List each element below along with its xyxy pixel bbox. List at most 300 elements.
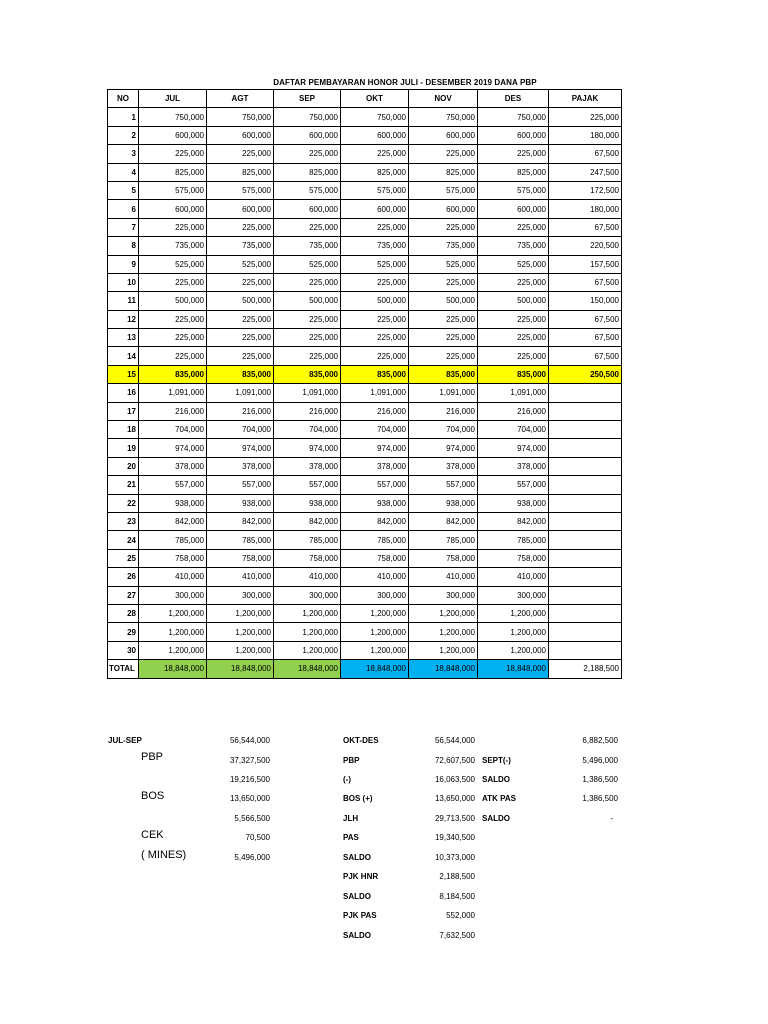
amount-cell: 225,000: [274, 273, 341, 291]
table-row: [108, 347, 622, 365]
summary-left-value: 5,496,000: [234, 853, 270, 862]
table-row: [108, 237, 622, 255]
table-row: [108, 549, 622, 567]
amount-cell: [549, 476, 622, 494]
amount-cell: 225,000: [207, 310, 274, 328]
summary-right-value: 1,386,500: [582, 775, 618, 784]
amount-cell: 172,500: [549, 181, 622, 199]
amount-cell: 1,200,000: [207, 604, 274, 622]
amount-cell: 1,200,000: [478, 641, 549, 659]
amount-cell: 150,000: [549, 292, 622, 310]
row-number-cell: 11: [108, 292, 139, 310]
row-number-cell: 22: [108, 494, 139, 512]
amount-cell: 974,000: [274, 439, 341, 457]
amount-cell: 1,200,000: [341, 623, 409, 641]
amount-cell: 600,000: [478, 126, 549, 144]
amount-cell: 225,000: [341, 347, 409, 365]
amount-cell: [549, 421, 622, 439]
amount-cell: 225,000: [478, 329, 549, 347]
amount-cell: 410,000: [139, 568, 207, 586]
amount-cell: 225,000: [274, 310, 341, 328]
summary-right-label: SALDO: [482, 814, 510, 823]
summary-mid-value: 7,632,500: [439, 931, 475, 940]
amount-cell: 974,000: [341, 439, 409, 457]
amount-cell: 67,500: [549, 347, 622, 365]
table-row: [108, 457, 622, 475]
amount-cell: 1,091,000: [207, 384, 274, 402]
amount-cell: 225,000: [478, 347, 549, 365]
row-number-cell: 17: [108, 402, 139, 420]
summary-mid-label: JLH: [343, 814, 359, 823]
total-label-cell: TOTAL: [108, 660, 139, 678]
amount-cell: 500,000: [274, 292, 341, 310]
summary-right-value: 1,386,500: [582, 794, 618, 803]
table-row: [108, 218, 622, 236]
total-cell: 18,848,000: [274, 660, 341, 678]
summary-mid-value: 16,063,500: [434, 775, 475, 784]
amount-cell: [549, 586, 622, 604]
amount-cell: 1,200,000: [478, 623, 549, 641]
amount-cell: 704,000: [478, 421, 549, 439]
summary-mid-value: 8,184,500: [439, 892, 475, 901]
amount-cell: 600,000: [341, 200, 409, 218]
summary-left-value: 70,500: [245, 833, 270, 842]
amount-cell: 938,000: [341, 494, 409, 512]
amount-cell: 410,000: [274, 568, 341, 586]
amount-cell: 600,000: [274, 200, 341, 218]
amount-cell: 410,000: [478, 568, 549, 586]
amount-cell: [549, 457, 622, 475]
col-header-pajak: PAJAK: [549, 90, 622, 108]
amount-cell: 225,000: [207, 145, 274, 163]
row-number-cell: 13: [108, 329, 139, 347]
amount-cell: 225,000: [341, 329, 409, 347]
amount-cell: 575,000: [139, 181, 207, 199]
amount-cell: 974,000: [207, 439, 274, 457]
amount-cell: 704,000: [139, 421, 207, 439]
summary-label-pbp: PBP: [141, 751, 164, 763]
summary-right-value: 5,496,000: [582, 756, 618, 765]
table-row: [108, 402, 622, 420]
summary-mid-value: 19,340,500: [434, 833, 475, 842]
summary-left-value: 37,327,500: [229, 756, 270, 765]
total-row: [108, 660, 622, 678]
amount-cell: 735,000: [409, 237, 478, 255]
amount-cell: 225,000: [139, 218, 207, 236]
summary-left-value: 19,216,500: [229, 775, 270, 784]
amount-cell: 575,000: [274, 181, 341, 199]
amount-cell: 938,000: [139, 494, 207, 512]
table-row: [108, 641, 622, 659]
row-number-cell: 27: [108, 586, 139, 604]
total-cell: 18,848,000: [341, 660, 409, 678]
amount-cell: [549, 402, 622, 420]
row-number-cell: 3: [108, 145, 139, 163]
amount-cell: 1,200,000: [207, 623, 274, 641]
summary-mid-value: 29,713,500: [434, 814, 475, 823]
amount-cell: 842,000: [478, 512, 549, 530]
amount-cell: [549, 512, 622, 530]
row-number-cell: 30: [108, 641, 139, 659]
amount-cell: 525,000: [207, 255, 274, 273]
amount-cell: 575,000: [207, 181, 274, 199]
row-number-cell: 1: [108, 108, 139, 126]
row-number-cell: 20: [108, 457, 139, 475]
amount-cell: 758,000: [274, 549, 341, 567]
amount-cell: 300,000: [478, 586, 549, 604]
amount-cell: 1,200,000: [341, 641, 409, 659]
table-row: [108, 200, 622, 218]
summary-label-jul-sep: JUL-SEP: [108, 736, 142, 745]
amount-cell: 1,200,000: [409, 641, 478, 659]
amount-cell: 225,000: [274, 218, 341, 236]
amount-cell: 225,000: [207, 347, 274, 365]
table-row: [108, 255, 622, 273]
table-row: [108, 292, 622, 310]
amount-cell: 225,000: [207, 273, 274, 291]
amount-cell: 785,000: [409, 531, 478, 549]
amount-cell: 500,000: [139, 292, 207, 310]
amount-cell: 225,000: [139, 347, 207, 365]
amount-cell: 1,091,000: [139, 384, 207, 402]
amount-cell: 758,000: [478, 549, 549, 567]
amount-cell: 300,000: [409, 586, 478, 604]
amount-cell: 938,000: [478, 494, 549, 512]
summary-mid-label: (-): [343, 775, 351, 784]
row-number-cell: 9: [108, 255, 139, 273]
amount-cell: 1,200,000: [139, 641, 207, 659]
amount-cell: 225,000: [409, 218, 478, 236]
summary-mid-value: 2,188,500: [439, 872, 475, 881]
amount-cell: 378,000: [341, 457, 409, 475]
amount-cell: 378,000: [139, 457, 207, 475]
amount-cell: 785,000: [139, 531, 207, 549]
table-row: [108, 126, 622, 144]
amount-cell: 825,000: [274, 163, 341, 181]
amount-cell: 500,000: [409, 292, 478, 310]
col-header-sep: SEP: [274, 90, 341, 108]
table-row: [108, 494, 622, 512]
amount-cell: 785,000: [478, 531, 549, 549]
amount-cell: 216,000: [274, 402, 341, 420]
amount-cell: 250,500: [549, 365, 622, 383]
row-number-cell: 26: [108, 568, 139, 586]
amount-cell: 835,000: [274, 365, 341, 383]
col-header-no: NO: [108, 90, 139, 108]
summary-mid-label: BOS (+): [343, 794, 373, 803]
amount-cell: 600,000: [274, 126, 341, 144]
table-row: [108, 329, 622, 347]
amount-cell: 300,000: [207, 586, 274, 604]
table-row: [108, 476, 622, 494]
amount-cell: 225,000: [409, 329, 478, 347]
amount-cell: 225,000: [478, 218, 549, 236]
amount-cell: 1,200,000: [478, 604, 549, 622]
row-number-cell: 24: [108, 531, 139, 549]
amount-cell: 842,000: [341, 512, 409, 530]
table-row: [108, 623, 622, 641]
amount-cell: 600,000: [409, 126, 478, 144]
table-row: [108, 365, 622, 383]
amount-cell: 825,000: [341, 163, 409, 181]
amount-cell: 1,200,000: [139, 604, 207, 622]
amount-cell: 67,500: [549, 273, 622, 291]
summary-mid-label: OKT-DES: [343, 736, 379, 745]
row-number-cell: 19: [108, 439, 139, 457]
amount-cell: 750,000: [341, 108, 409, 126]
amount-cell: 67,500: [549, 310, 622, 328]
amount-cell: [549, 531, 622, 549]
amount-cell: 704,000: [274, 421, 341, 439]
total-cell: 18,848,000: [409, 660, 478, 678]
amount-cell: [549, 439, 622, 457]
amount-cell: 216,000: [139, 402, 207, 420]
amount-cell: 67,500: [549, 329, 622, 347]
table-row: [108, 273, 622, 291]
amount-cell: 525,000: [478, 255, 549, 273]
amount-cell: 750,000: [409, 108, 478, 126]
row-number-cell: 5: [108, 181, 139, 199]
amount-cell: 600,000: [139, 126, 207, 144]
amount-cell: 600,000: [478, 200, 549, 218]
amount-cell: 1,200,000: [409, 623, 478, 641]
amount-cell: 180,000: [549, 200, 622, 218]
amount-cell: 1,091,000: [274, 384, 341, 402]
row-number-cell: 14: [108, 347, 139, 365]
amount-cell: 1,200,000: [409, 604, 478, 622]
amount-cell: 157,500: [549, 255, 622, 273]
amount-cell: 750,000: [207, 108, 274, 126]
amount-cell: 1,091,000: [341, 384, 409, 402]
table-header-row: [108, 90, 622, 108]
amount-cell: 220,500: [549, 237, 622, 255]
summary-left-value: 56,544,000: [229, 736, 270, 745]
honor-table: [107, 89, 622, 679]
amount-cell: 704,000: [409, 421, 478, 439]
amount-cell: 225,000: [274, 347, 341, 365]
row-number-cell: 7: [108, 218, 139, 236]
amount-cell: 835,000: [409, 365, 478, 383]
amount-cell: 938,000: [274, 494, 341, 512]
amount-cell: 974,000: [409, 439, 478, 457]
row-number-cell: 28: [108, 604, 139, 622]
summary-mid-label: SALDO: [343, 853, 371, 862]
amount-cell: 225,000: [341, 273, 409, 291]
amount-cell: 825,000: [139, 163, 207, 181]
amount-cell: 557,000: [409, 476, 478, 494]
amount-cell: 557,000: [341, 476, 409, 494]
summary-right-label: SALDO: [482, 775, 510, 784]
table-row: [108, 163, 622, 181]
col-header-jul: JUL: [139, 90, 207, 108]
amount-cell: 225,000: [139, 329, 207, 347]
summary-mid-value: 552,000: [446, 911, 475, 920]
summary-mid-value: 56,544,000: [434, 736, 475, 745]
row-number-cell: 18: [108, 421, 139, 439]
amount-cell: 225,000: [207, 329, 274, 347]
amount-cell: 410,000: [207, 568, 274, 586]
amount-cell: 1,200,000: [274, 604, 341, 622]
amount-cell: 247,500: [549, 163, 622, 181]
amount-cell: 67,500: [549, 145, 622, 163]
summary-mid-label: PBP: [343, 756, 360, 765]
table-row: [108, 145, 622, 163]
amount-cell: 735,000: [341, 237, 409, 255]
amount-cell: 67,500: [549, 218, 622, 236]
amount-cell: 225,000: [478, 145, 549, 163]
amount-cell: 735,000: [478, 237, 549, 255]
row-number-cell: 6: [108, 200, 139, 218]
amount-cell: 525,000: [409, 255, 478, 273]
amount-cell: 835,000: [341, 365, 409, 383]
row-number-cell: 10: [108, 273, 139, 291]
amount-cell: 758,000: [409, 549, 478, 567]
amount-cell: 735,000: [139, 237, 207, 255]
amount-cell: 758,000: [139, 549, 207, 567]
row-number-cell: 2: [108, 126, 139, 144]
document-title: DAFTAR PEMBAYARAN HONOR JULI - DESEMBER 2019 DANA PBP: [273, 78, 537, 87]
amount-cell: 216,000: [478, 402, 549, 420]
amount-cell: 1,200,000: [274, 641, 341, 659]
table-body: [108, 108, 622, 678]
amount-cell: 525,000: [139, 255, 207, 273]
amount-cell: 557,000: [274, 476, 341, 494]
row-number-cell: 21: [108, 476, 139, 494]
amount-cell: [549, 604, 622, 622]
row-number-cell: 12: [108, 310, 139, 328]
amount-cell: 842,000: [139, 512, 207, 530]
summary-left-value: 5,566,500: [234, 814, 270, 823]
table-row: [108, 181, 622, 199]
summary-right-label: ATK PAS: [482, 794, 516, 803]
table-row: [108, 108, 622, 126]
amount-cell: 225,000: [341, 218, 409, 236]
row-number-cell: 23: [108, 512, 139, 530]
amount-cell: 835,000: [139, 365, 207, 383]
amount-cell: 1,200,000: [207, 641, 274, 659]
row-number-cell: 8: [108, 237, 139, 255]
summary-mid-value: 10,373,000: [434, 853, 475, 862]
table-row: [108, 421, 622, 439]
summary-mid-label: PJK PAS: [343, 911, 377, 920]
amount-cell: 825,000: [207, 163, 274, 181]
amount-cell: 378,000: [478, 457, 549, 475]
summary-label-bos: BOS: [141, 790, 165, 802]
amount-cell: 378,000: [207, 457, 274, 475]
amount-cell: [549, 384, 622, 402]
summary-right-value: -: [610, 814, 613, 823]
amount-cell: 1,200,000: [139, 623, 207, 641]
col-header-nov: NOV: [409, 90, 478, 108]
amount-cell: 225,000: [341, 310, 409, 328]
amount-cell: 842,000: [207, 512, 274, 530]
amount-cell: 225,000: [139, 145, 207, 163]
amount-cell: 1,091,000: [478, 384, 549, 402]
table-row: [108, 512, 622, 530]
amount-cell: 225,000: [139, 273, 207, 291]
amount-cell: 225,000: [341, 145, 409, 163]
amount-cell: [549, 549, 622, 567]
total-cell: 18,848,000: [139, 660, 207, 678]
amount-cell: 500,000: [341, 292, 409, 310]
table-row: [108, 310, 622, 328]
amount-cell: 785,000: [274, 531, 341, 549]
amount-cell: 704,000: [207, 421, 274, 439]
amount-cell: 225,000: [274, 329, 341, 347]
summary-left-value: 13,650,000: [229, 794, 270, 803]
amount-cell: 1,200,000: [341, 604, 409, 622]
amount-cell: 525,000: [341, 255, 409, 273]
amount-cell: 835,000: [478, 365, 549, 383]
total-cell: 2,188,500: [549, 660, 622, 678]
table-row: [108, 586, 622, 604]
amount-cell: 557,000: [207, 476, 274, 494]
table-row: [108, 568, 622, 586]
amount-cell: 750,000: [478, 108, 549, 126]
amount-cell: 378,000: [274, 457, 341, 475]
col-header-okt: OKT: [341, 90, 409, 108]
amount-cell: 825,000: [409, 163, 478, 181]
amount-cell: 300,000: [274, 586, 341, 604]
total-cell: 18,848,000: [207, 660, 274, 678]
amount-cell: 225,000: [409, 347, 478, 365]
amount-cell: 600,000: [409, 200, 478, 218]
amount-cell: 410,000: [409, 568, 478, 586]
col-header-agt: AGT: [207, 90, 274, 108]
table-row: [108, 384, 622, 402]
amount-cell: 300,000: [139, 586, 207, 604]
amount-cell: 525,000: [274, 255, 341, 273]
summary-label-mines: ( MINES): [141, 849, 187, 861]
summary-mid-label: PAS: [343, 833, 359, 842]
amount-cell: 1,091,000: [409, 384, 478, 402]
amount-cell: 785,000: [207, 531, 274, 549]
amount-cell: 825,000: [478, 163, 549, 181]
summary-right-label: SEPT(-): [482, 756, 511, 765]
amount-cell: 225,000: [409, 273, 478, 291]
amount-cell: 938,000: [207, 494, 274, 512]
table-row: [108, 439, 622, 457]
amount-cell: 225,000: [478, 273, 549, 291]
amount-cell: 575,000: [341, 181, 409, 199]
amount-cell: 500,000: [478, 292, 549, 310]
amount-cell: 974,000: [478, 439, 549, 457]
amount-cell: 500,000: [207, 292, 274, 310]
amount-cell: 1,200,000: [274, 623, 341, 641]
row-number-cell: 29: [108, 623, 139, 641]
summary-mid-value: 13,650,000: [434, 794, 475, 803]
amount-cell: 600,000: [139, 200, 207, 218]
amount-cell: 225,000: [139, 310, 207, 328]
amount-cell: 557,000: [139, 476, 207, 494]
summary-mid-label: PJK HNR: [343, 872, 379, 881]
row-number-cell: 4: [108, 163, 139, 181]
summary-right-value: 6,882,500: [582, 736, 618, 745]
amount-cell: 575,000: [409, 181, 478, 199]
amount-cell: 378,000: [409, 457, 478, 475]
amount-cell: 735,000: [274, 237, 341, 255]
amount-cell: 600,000: [207, 200, 274, 218]
table-row: [108, 604, 622, 622]
col-header-des: DES: [478, 90, 549, 108]
amount-cell: 842,000: [409, 512, 478, 530]
amount-cell: 575,000: [478, 181, 549, 199]
amount-cell: 750,000: [274, 108, 341, 126]
amount-cell: 600,000: [207, 126, 274, 144]
amount-cell: 735,000: [207, 237, 274, 255]
amount-cell: 225,000: [274, 145, 341, 163]
amount-cell: 750,000: [139, 108, 207, 126]
